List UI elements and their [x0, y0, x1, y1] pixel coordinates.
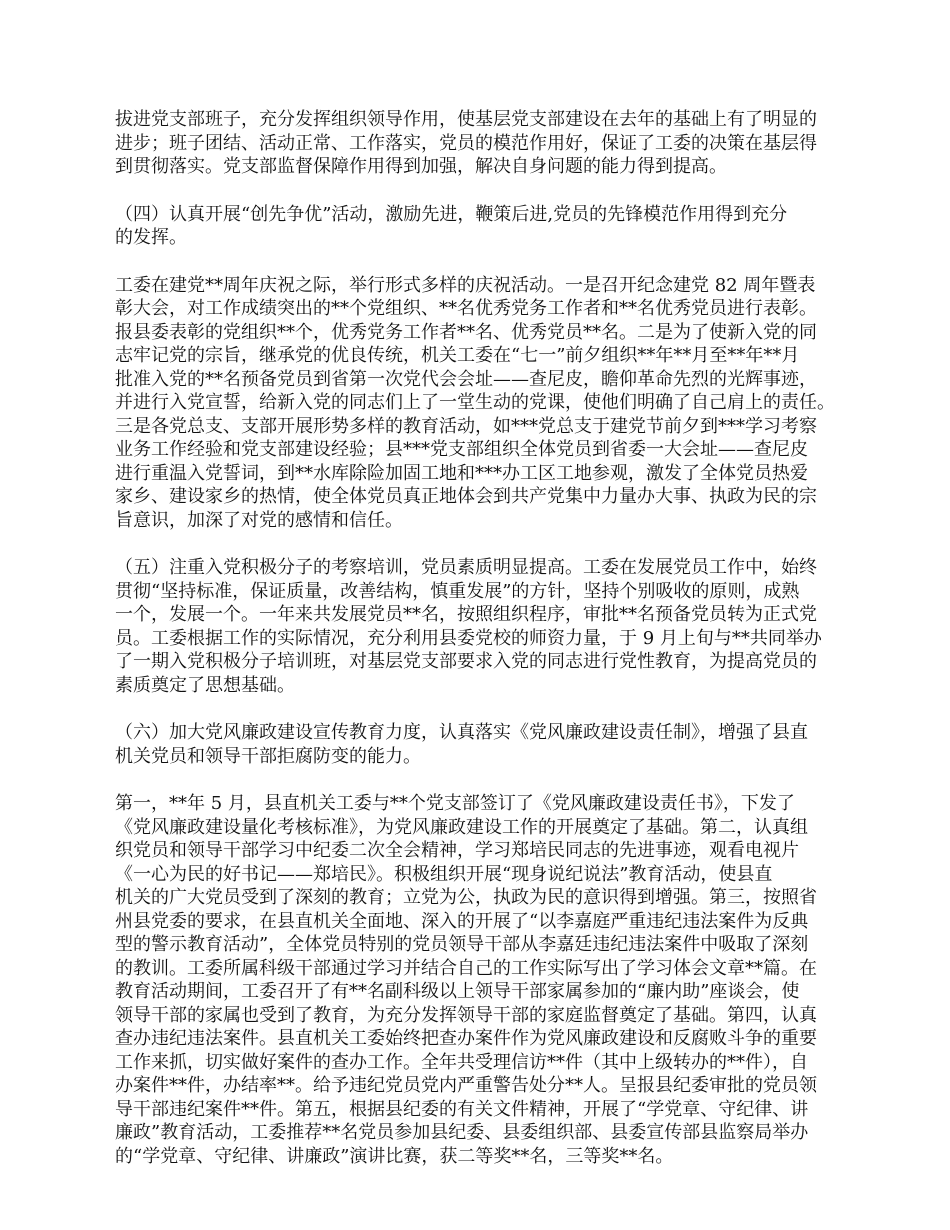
- paragraph-section-6-heading: （六）加大党风廉政建设宣传教育力度，认真落实《党风廉政建设责任制》，增强了县直 机关党员和领导干部拒腐防变的能力。: [115, 722, 808, 767]
- document-body: [115, 108, 855, 1192]
- paragraph-section-5: （五）注重入党积极分子的考察培训，党员素质明显提高。工委在发展党员工作中，始终 贯彻“坚持标准，保证质量，改善结构，慎重发展”的方针，坚持个别吸收的原则，成熟 一个，发展一个。一年来共发展党员**名，按照组织程序，审批**名预备党员转为正式党 员。工委根据工作的实际情况，充分利用县委党校的师资力量，于 9 月上旬与**共同举办 了一期入党积极分子培训班，对基层党支部要求入党的同志进行党性教育，为提高党员的 素质奠定了思想基础。: [115, 557, 822, 696]
- paragraph-anniversary-activities: 工委在建党**周年庆祝之际，举行形式多样的庆祝活动。一是召开纪念建党 82 周年暨表 彰大会，对工作成绩突出的**个党组织、**名优秀党务工作者和**名优秀党员进行表彰。 报县委表彰的党组织**个，优秀党务工作者**名、优秀党员**名。二是为了使新入党的同 志牢记党的宗旨，继承党的优良传统，机关工委在“七一”前夕组织**年**月至**年**月 批准入党的**名预备党员到省第一次党代会会址——查尼皮，瞻仰革命先烈的光辉事迹， 并进行入党宣誓，给新入党的同志们上了一堂生动的党课，使他们明确了自己肩上的责任。 三是各党总支、支部开展形势多样的教育活动，如***党总支于建党节前夕到***学习考察 业务工作经验和党支部建设经验；县***党支部组织全体党员到省委一大会址——查尼皮 进行重温入党誓词，到**水库除险加固工地和***办工区工地参观，激发了全体党员热爱 家乡、建设家乡的热情，使全体党员真正地体会到共产党集中力量办大事、执政为民的宗 旨意识，加深了对党的感情和信任。: [115, 274, 835, 531]
- paragraph-section-4-heading: （四）认真开展“创先争优”活动，激励先进，鞭策后进,党员的先锋模范作用得到充分 的发挥。: [115, 203, 788, 248]
- paragraph-integrity-work: 第一，**年 5 月，县直机关工委与**个党支部签订了《党风廉政建设责任书》，下发了 《党风廉政建设量化考核标准》，为党风廉政建设工作的开展奠定了基础。第二，认真组 织党员和领导干部学习中纪委二次全会精神，学习郑培民同志的先进事迹，观看电视片 《一心为民的好书记——郑培民》。积极组织开展“现身说纪说法”教育活动，使县直 机关的广大党员受到了深刻的教育；立党为公，执政为民的意识得到增强。第三，按照省 州县党委的要求，在县直机关全面地、深入的开展了“以李嘉庭严重违纪违法案件为反典 型的警示教育活动”，全体党员特别的党员领导干部从李嘉廷违纪违法案件中吸取了深刻 的教训。工委所属科级干部通过学习并结合自己的工作实际写出了学习体会文章**篇。在 教育活动期间，工委召开了有**名副科级以上领导干部家属参加的“廉内助”座谈会，使 领导干部的家属也受到了教育，为充分发挥领导干部的家庭监督奠定了基础。第四，认真 查办违纪违法案件。县直机关工委始终把查办案件作为党风廉政建设和反腐败斗争的重要 工作来抓，切实做好案件的查办工作。全年共受理信访**件（其中上级转办的**件），自 办案件**件，办结率**。给予违纪党员党内严重警告处分**人。呈报县纪委审批的党员领 导干部违纪案件**件。第五，根据县纪委的有关文件精神，开展了“学党章、守纪律、讲 廉政”教育活动，工委推荐**名党员参加县纪委、县委组织部、县委宣传部县监察局举办 的“学党章、守纪律、讲廉政”演讲比赛，获二等奖**名，三等奖**名。: [115, 793, 817, 1167]
- paragraph-continuation: 拔进党支部班子，充分发挥组织领导作用，使基层党支部建设在去年的基础上有了明显的 进步；班子团结、活动正常、工作落实，党员的模范作用好，保证了工委的决策在基层得 到贯彻落实。党支部监督保障作用得到加强，解决自身问题的能力得到提高。: [115, 109, 817, 177]
